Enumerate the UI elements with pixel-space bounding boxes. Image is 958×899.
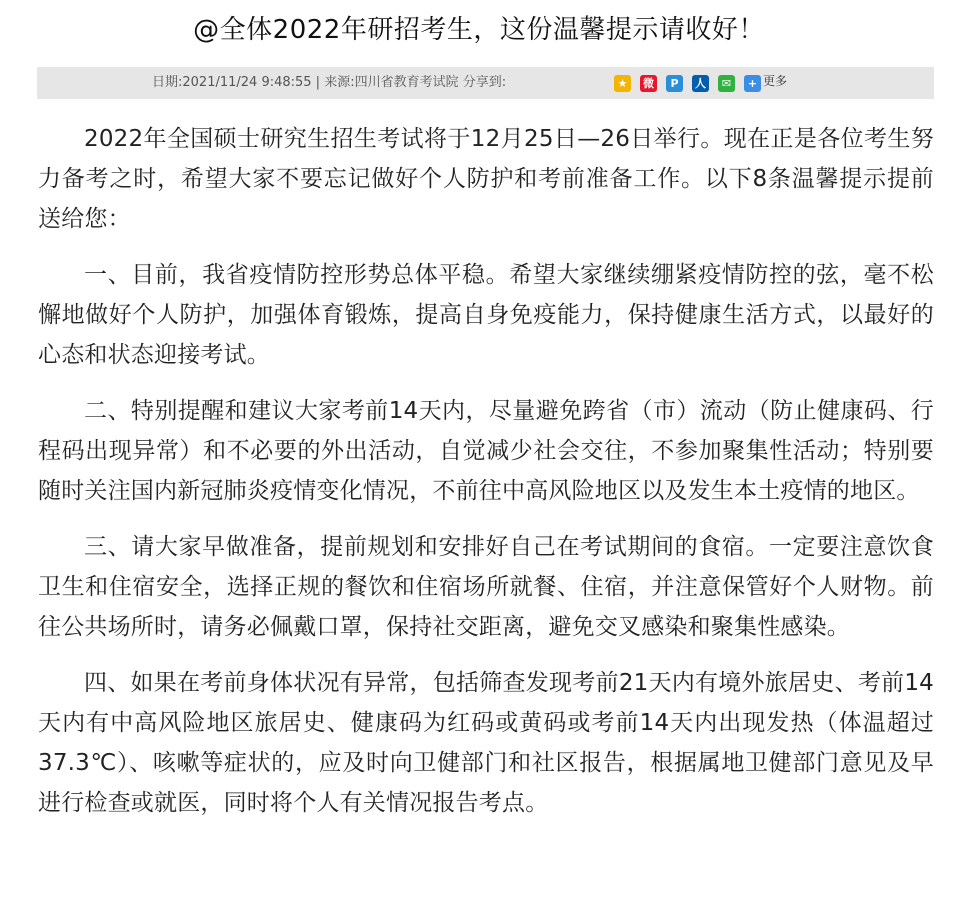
renren-icon[interactable]: 人	[692, 75, 709, 92]
share-toolbar	[614, 73, 787, 93]
paragraph-intro: 2022年全国硕士研究生招生考试将于12月25日—26日举行。现在正是各位考生努力备考之时，希望大家不要忘记做好个人防护和考前准备工作。以下8条温馨提示提前送给您：	[38, 126, 934, 232]
article-meta-bar	[37, 67, 934, 99]
paragraph-3: 三、请大家早做准备，提前规划和安排好自己在考试期间的食宿。一定要注意饮食卫生和住宿安全，选择正规的餐饮和住宿场所就餐、住宿，并注意保管好个人财物。前往公共场所时，请务必佩戴口罩，保持社交距离，避免交叉感染和聚集性感染。	[38, 534, 934, 640]
article-title: @全体2022年研招考生，这份温馨提示请收好！	[193, 15, 765, 45]
plus-icon[interactable]: +	[744, 75, 761, 92]
paragraph-2: 二、特别提醒和建议大家考前14天内，尽量避免跨省（市）流动（防止健康码、行程码出现异常）和不必要的外出活动，自觉减少社会交往，不参加聚集性活动；特别要随时关注国内新冠肺炎疫情变化情况，不前往中高风险地区以及发生本土疫情的地区。	[38, 398, 934, 504]
article-meta: 日期:2021/11/24 9:48:55 | 来源:四川省教育考试院 分享到:	[152, 75, 507, 90]
weibo-icon[interactable]: 微	[640, 75, 657, 92]
paragraph-1: 一、目前，我省疫情防控形势总体平稳。希望大家继续绷紧疫情防控的弦，毫不松懈地做好个人防护，加强体育锻炼，提高自身免疫能力，保持健康生活方式，以最好的心态和状态迎接考试。	[38, 262, 934, 368]
wechat-icon[interactable]: ✉	[718, 75, 735, 92]
share-more-link[interactable]: 更多	[763, 73, 788, 88]
pengyou-icon[interactable]: P	[666, 75, 683, 92]
qzone-icon[interactable]: ★	[614, 75, 631, 92]
paragraph-4: 四、如果在考前身体状况有异常，包括筛查发现考前21天内有境外旅居史、考前14天内有中高风险地区旅居史、健康码为红码或黄码或考前14天内出现发热（体温超过37.3℃）、咳嗽等症状的，应及时向卫健部门和社区报告，根据属地卫健部门意见及早进行检查或就医，同时将个人有关情况报告考点。	[38, 670, 934, 816]
article-content	[38, 119, 934, 839]
